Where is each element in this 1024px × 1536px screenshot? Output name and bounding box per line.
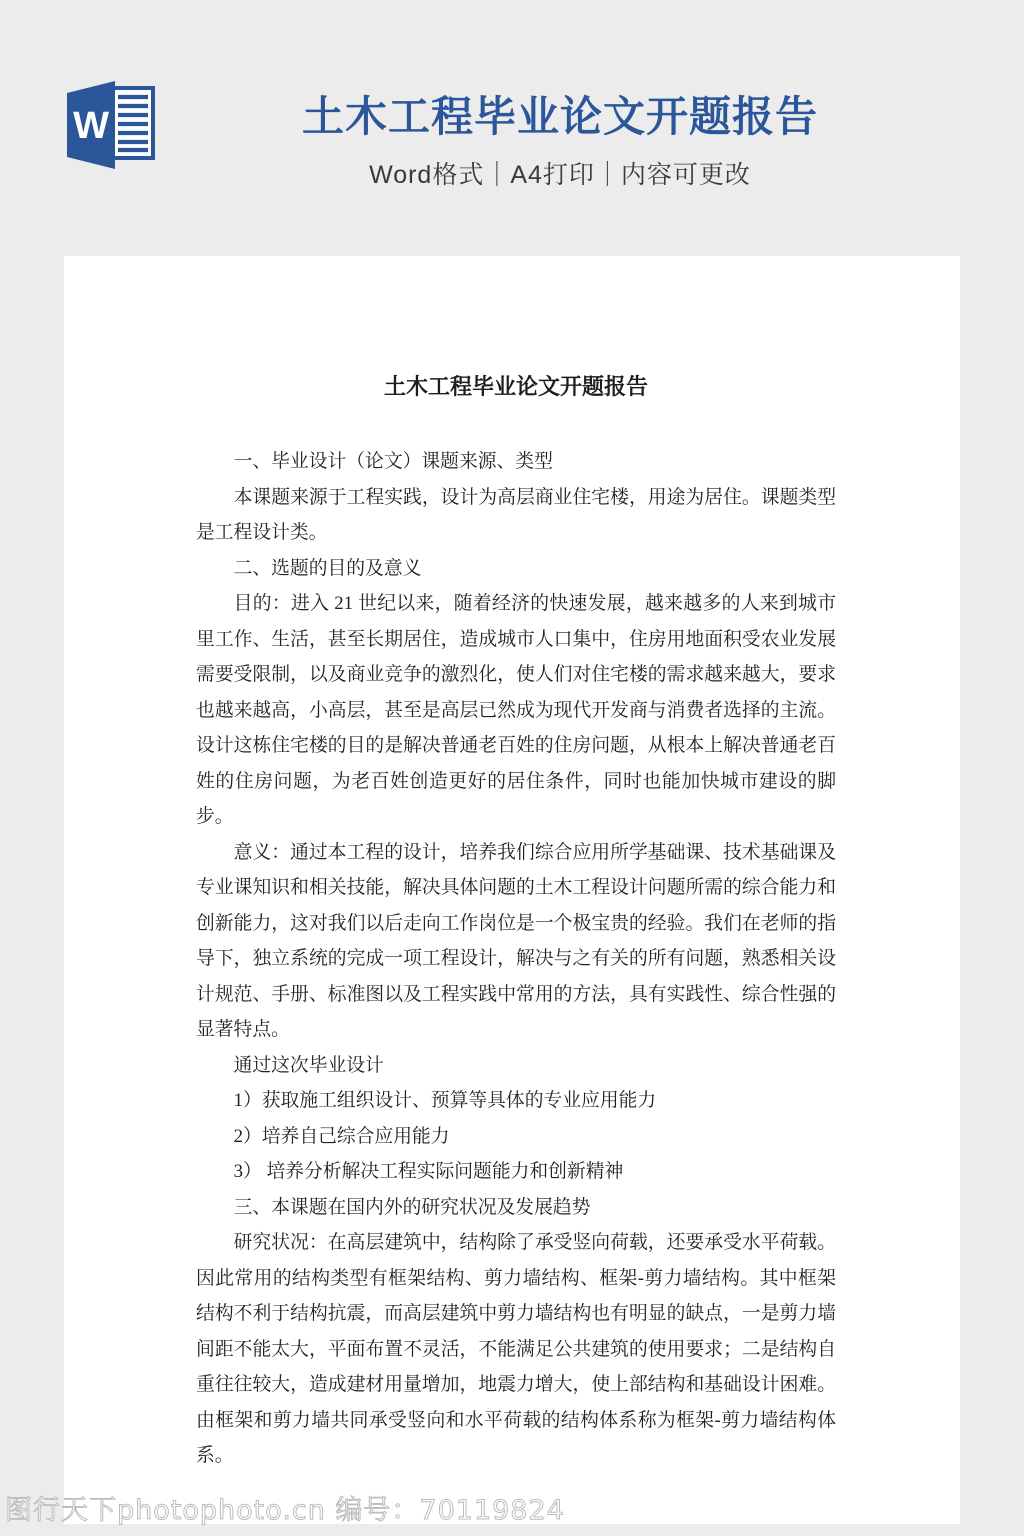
paragraph: 3） 培养分析解决工程实际问题能力和创新精神 [233,1161,624,1182]
document-page [64,256,960,1524]
word-icon-letter: W [73,105,109,147]
paragraph: 意义：通过本工程的设计，培养我们综合应用所学基础课、技术基础课及专业课知识和相关技能，解决具体问题的土木工程设计问题所需的综合能力和创新能力，这对我们以后走向工作岗位是一个极宝贵的经验。我们在老师的指导下，独立系统的完成一项工程设计，解决与之有关的所有问题，熟悉相关设计规范、手册、标准图以及工程实践中常用的方法，具有实践性、综合性强的显著特点。 [196,841,836,1040]
page-title: 土木工程毕业论文开题报告 [301,93,818,140]
paragraph: 目的：进入 21 世纪以来，随着经济的快速发展，越来越多的人来到城市里工作、生活，甚至长期居住，造成城市人口集中，住房用地面积受农业发展需要受限制，以及商业竞争的激烈化，使人们对住宅楼的需求越来越大，要求也越来越高，小高层，甚至是高层已然成为现代开发商与消费者选择的主流。设计这栋住宅楼的目的是解决普通老百姓的住房问题，从根本上解决普通老百姓的住房问题，为老百姓创造更好的居住条件，同时也能加快城市建设的脚步。 [196,593,836,827]
document-body [196,444,836,1474]
paragraph: 三、本课题在国内外的研究状况及发展趋势 [233,1196,591,1218]
document-title: 土木工程毕业论文开题报告 [383,374,648,399]
watermark-text: 图行天下photophoto.cn 编号：70119824 [5,1495,565,1526]
paragraph: 一、毕业设计（论文）课题来源、类型 [233,451,553,472]
paragraph: 二、选题的目的及意义 [233,557,422,579]
word-icon [62,80,158,172]
paragraph: 2）培养自己综合应用能力 [233,1125,450,1147]
header-text [160,94,960,191]
paragraph: 通过这次毕业设计 [233,1054,384,1076]
paragraph: 1）获取施工组织设计、预算等具体的专业应用能力 [233,1090,657,1111]
paragraph: 研究状况：在高层建筑中，结构除了承受竖向荷载，还要承受水平荷载。因此常用的结构类型有框架结构、剪力墙结构、框架-剪力墙结构。其中框架结构不利于结构抗震，而高层建筑中剪力墙结构也有明显的缺点，一是剪力墙间距不能太大，平面布置不灵活，不能满足公共建筑的使用要求；二是结构自重往往较大，造成建材用量增加，地震力增大，使上部结构和基础设计困难。由框架和剪力墙共同承受竖向和水平荷载的结构体系称为框架-剪力墙结构体系。 [196,1232,836,1466]
word-icon-page [112,88,153,158]
page-subtitle: Word格式｜A4打印｜内容可更改 [369,161,751,189]
paragraph: 本课题来源于工程实践，设计为高层商业住宅楼，用途为居住。课题类型是工程设计类。 [196,486,836,543]
